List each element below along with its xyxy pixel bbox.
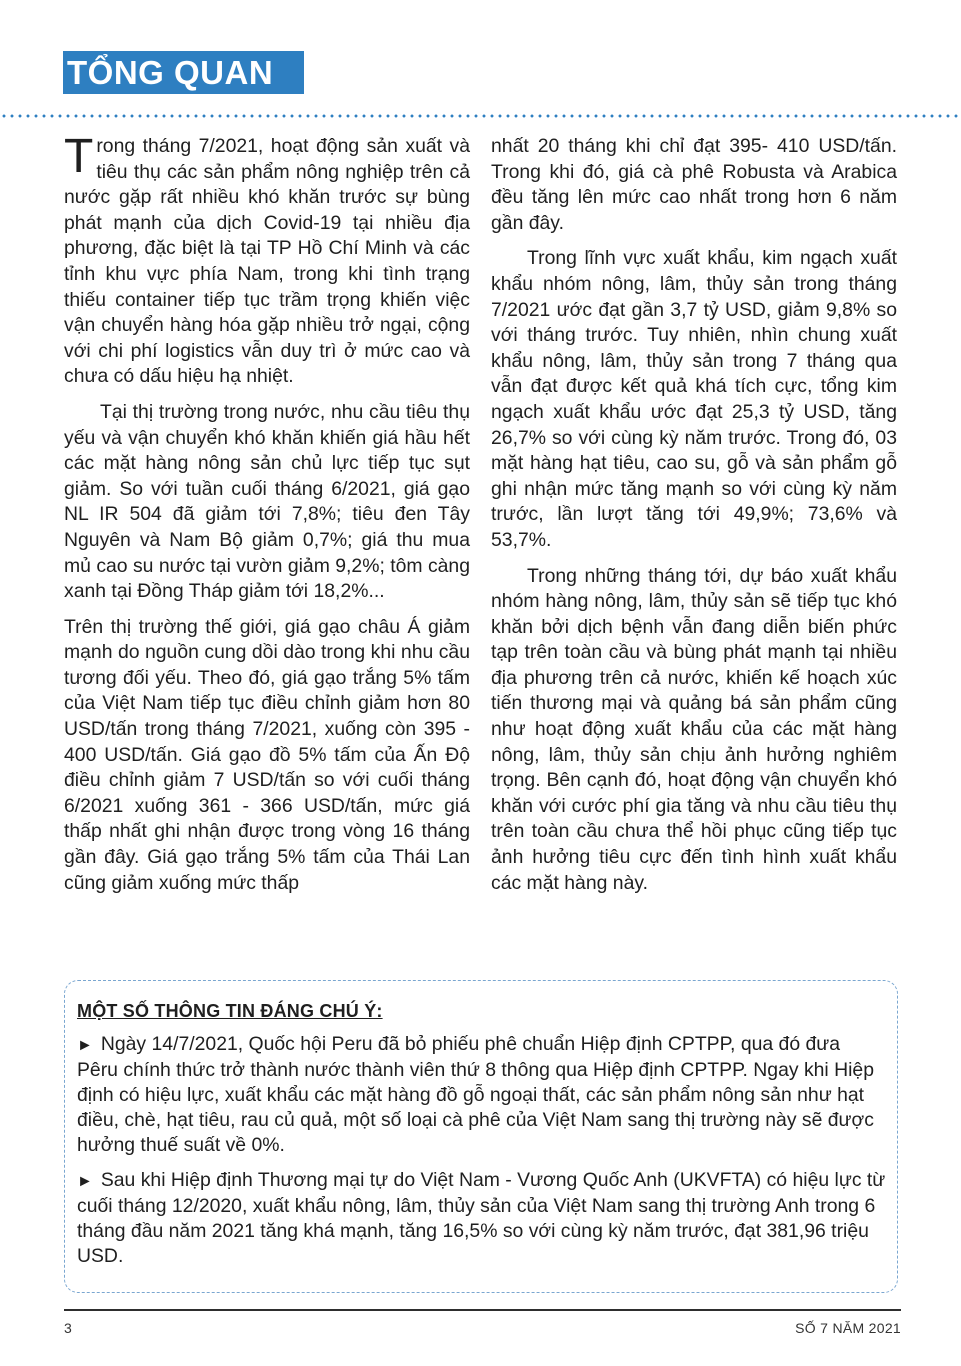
page-number: 3	[64, 1320, 72, 1336]
issue-label: SỐ 7 NĂM 2021	[795, 1320, 901, 1336]
left-paragraph-1-text: rong tháng 7/2021, hoạt động sản xuất và tiêu thụ các sản phẩm nông nghiệp trên cả nước gặp rất nhiều khó khăn trước sự bùng phát mạnh của dịch Covid-19 tại nhiều địa phương, đặc biệt là tại TP Hồ Chí Minh và các tỉnh khu vực phía Nam, trong khi tình trạng thiếu container tiếp tục trầm trọng khiến việc vận chuyển hàng hóa gặp nhiều trở ngại, cộng với chi phí logistics vẫn duy trì ở mức cao và chưa có dấu hiệu hạ nhiệt.	[64, 135, 470, 388]
right-paragraph-2: Trong lĩnh vực xuất khẩu, kim ngạch xuất khẩu nhóm nông, lâm, thủy sản trong tháng 7/2021 ước đạt gần 3,7 tỷ USD, giảm 9,8% so với tháng trước. Tuy nhiên, nhìn chung xuất khẩu nông, lâm, thủy sản trong 7 tháng qua vẫn đạt được kết quả khá tích cực, tổng kim ngạch xuất khẩu ước đạt 25,3 tỷ USD, tăng 26,7% so với cùng kỳ năm trước. Trong đó, 03 mặt hàng hạt tiêu, cao su, gỗ và sản phẩm gỗ ghi nhận mức tăng mạnh so với cùng kỳ năm trước, lần lượt tăng tới 49,9%; 73,6% và 53,7%.	[491, 247, 897, 551]
notice-item	[77, 1032, 886, 1158]
triangle-right-icon: ►	[77, 1173, 93, 1190]
notice-item-text: Sau khi Hiệp định Thương mại tự do Việt Nam - Vương Quốc Anh (UKVFTA) có hiệu lực từ cuối tháng 12/2020, xuất khẩu nông, lâm, thủy sản của Việt Nam sang thị trường Anh trong 6 tháng đầu năm 2021 tăng khá mạnh, tăng 16,5% so với cùng kỳ năm trước, đạt 381,96 triệu USD.	[77, 1169, 886, 1267]
right-paragraph-3: Trong những tháng tới, dự báo xuất khẩu nhóm hàng nông, lâm, thủy sản sẽ tiếp tục khó khăn bởi dịch bệnh vẫn đang diễn biến phức tạp trên toàn cầu và bùng phát mạnh tại nhiều địa phương trên cả nước, khiến kế hoạch xúc tiến thương mại và quảng bá sản phẩm cũng như hoạt động xuất khẩu của các mặt hàng nông, lâm, thủy sản chịu ảnh hưởng nghiêm trọng. Bên cạnh đó, hoạt động vận chuyển khó khăn với cước phí gia tăng và nhu cầu tiêu thụ trên toàn cầu chưa thể hồi phục cũng tiếp tục ảnh hưởng tiêu cực đến tình hình xuất khẩu các mặt hàng này.	[491, 564, 897, 894]
drop-cap: T	[64, 130, 94, 183]
left-paragraph-3: Trên thị trường thế giới, giá gạo châu Á giảm mạnh do nguồn cung dồi dào trong khi nhu cầu tương đối yếu. Theo đó, giá gạo trắng 5% tấm của Việt Nam tiếp tục điều chỉnh giảm hơn 80 USD/tấn trong tháng 7/2021, xuống còn 395 - 400 USD/tấn. Giá gạo đồ 5% tấm của Ấn Độ điều chỉnh giảm 7 USD/tấn so với cuối tháng 6/2021 xuống 361 - 366 USD/tấn, mức giá thấp nhất ghi nhận được trong vòng 16 tháng gần đây. Giá gạo trắng 5% tấm của Thái Lan cũng giảm xuống mức thấp	[64, 615, 470, 894]
page-title: TỔNG QUAN	[63, 51, 304, 94]
left-paragraph-2: Tại thị trường trong nước, nhu cầu tiêu thụ yếu và vận chuyển khó khăn khiến giá hầu hết các mặt hàng nông sản chủ lực tiếp tục sụt giảm. So với tuần cuối tháng 6/2021, giá gạo NL IR 504 đã giảm tới 7,8%; tiêu đen Tây Nguyên và Nam Bộ giảm 0,7%; giá thu mua mủ cao su nước tại vườn giảm 9,2%; tôm càng xanh tại Đồng Tháp giảm tới 18,2%...	[64, 400, 470, 603]
notice-box	[64, 980, 898, 1293]
right-column	[491, 134, 897, 906]
footer-divider	[64, 1309, 901, 1311]
notice-item	[77, 1168, 886, 1269]
dotted-divider	[0, 114, 961, 118]
left-column	[64, 130, 470, 906]
notice-item-text: Ngày 14/7/2021, Quốc hội Peru đã bỏ phiếu phê chuẩn Hiệp định CPTPP, qua đó đưa Pêru chính thức trở thành nước thành viên thứ 8 thông qua Hiệp định CPTPP. Ngay khi Hiệp định có hiệu lực, xuất khẩu các mặt hàng đồ gỗ ngoại thất, các sản phẩm nông sản như hạt điều, chè, hạt tiêu, rau củ quả, một số loại cà phê của Việt Nam sang thị trường này sẽ được hưởng thuế suất về 0%.	[77, 1033, 875, 1156]
left-paragraph-1	[64, 130, 470, 390]
triangle-right-icon: ►	[77, 1037, 93, 1054]
notice-title: MỘT SỐ THÔNG TIN ĐÁNG CHÚ Ý:	[77, 1001, 383, 1021]
right-paragraph-1: nhất 20 tháng khi chỉ đạt 395- 410 USD/tấn. Trong khi đó, giá cà phê Robusta và Arabica đều tăng lên mức cao nhất trong hơn 6 năm gần đây.	[491, 135, 897, 234]
